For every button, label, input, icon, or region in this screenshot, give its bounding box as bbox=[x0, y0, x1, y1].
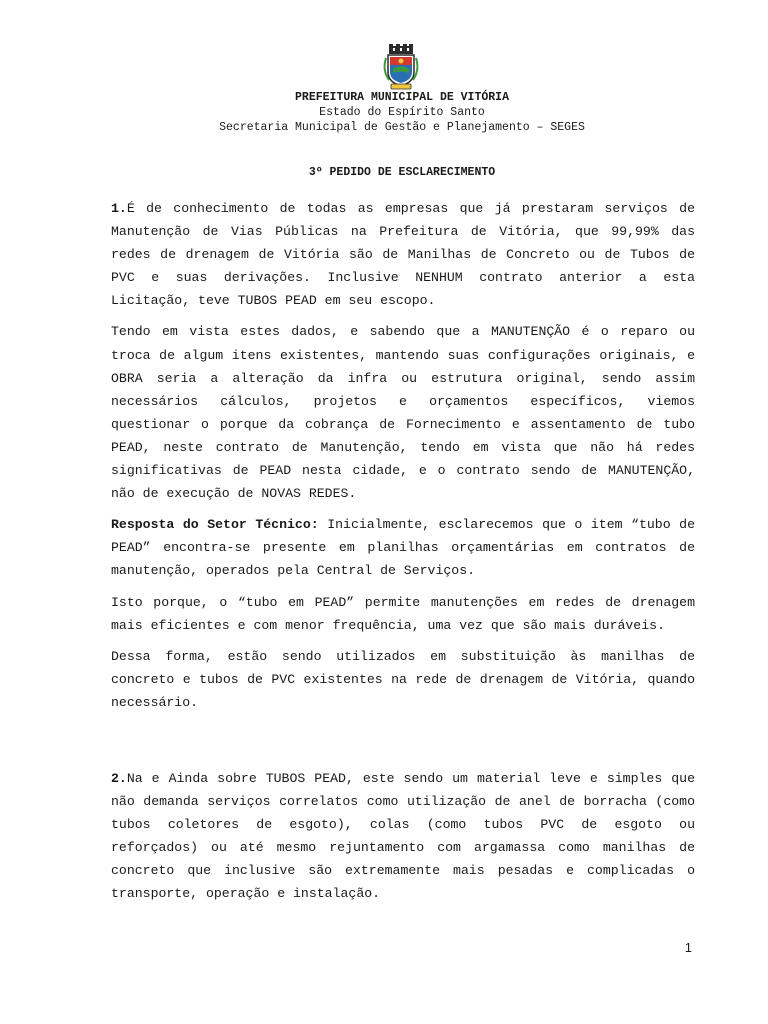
answer-1-paragraph-2: Isto porque, o “tubo em PEAD” permite manutenções em redes de drenagem mais eficientes e com menor frequência, uma vez que são mais duráveis. bbox=[111, 594, 695, 633]
document-body bbox=[111, 197, 695, 914]
question-1-number: 1. bbox=[111, 201, 127, 216]
answer-1-text: Inicialmente, esclarecemos que o item “tubo de PEAD” encontra-se presente em planilhas orçamentárias em contratos de manutenção, operados pela Central de Serviços. bbox=[111, 517, 696, 579]
question-2-text: Na e Ainda sobre TUBOS PEAD, este sendo um material leve e simples que não demanda serviços correlatos como utilização de anel de borracha (como tubos coletores de esgoto), colas (como tubos PVC de esgoto ou reforçados) ou até mesmo rejuntamento com argamassa como manilhas de concreto que inclusive são extremamente mais pesadas e complicadas o transporte, operação e instalação. bbox=[111, 770, 695, 902]
answer-1-paragraph-3: Dessa forma, estão sendo utilizados em substituição às manilhas de concreto e tubos de PVC existentes na rede de drenagem de Vitória, quando necessário. bbox=[111, 648, 695, 710]
question-1-paragraph-1 bbox=[111, 197, 695, 312]
question-1-text: É de conhecimento de todas as empresas que já prestaram serviços de Manutenção de Vias Públicas na Prefeitura de Vitória, que 99,99% das redes de drenagem de Vitória são de Manilhas de Concreto ou de Tubos de PVC e suas derivações. Inclusive NENHUM contrato anterior a esta Licitação, teve TUBOS PEAD em seu escopo. bbox=[111, 201, 695, 309]
document-title: 3º PEDIDO DE ESCLARECIMENTO bbox=[308, 166, 496, 179]
organization-name: PREFEITURA MUNICIPAL DE VITÓRIA bbox=[295, 91, 509, 104]
state-name: Estado do Espírito Santo bbox=[319, 106, 485, 119]
coat-of-arms-icon bbox=[381, 44, 421, 90]
section-spacer bbox=[111, 722, 695, 767]
answer-1-paragraph-1 bbox=[111, 513, 695, 582]
question-1-paragraph-2: Tendo em vista estes dados, e sabendo que a MANUTENÇÃO é o reparo ou troca de algum itens existentes, mantendo suas configurações originais, e OBRA seria a alteração da infra ou estrutura original, sendo assim necessários cálculos, projetos e orçamentos específicos, viemos questionar o porque da cobrança de Fornecimento e assentamento de tubo PEAD, neste contrato de Manutenção, tendo em vista que não há redes significativas de PEAD nesta cidade, e o contrato sendo de MANUTENÇÃO, não de execução de NOVAS REDES. bbox=[111, 324, 695, 502]
page-number: 1 bbox=[684, 940, 692, 955]
department-name: Secretaria Municipal de Gestão e Planejamento – SEGES bbox=[219, 121, 585, 134]
question-2-paragraph-1 bbox=[111, 767, 695, 906]
letterhead bbox=[110, 90, 694, 135]
question-2-number: 2. bbox=[111, 770, 127, 786]
answer-label: Resposta do Setor Técnico: bbox=[111, 517, 319, 533]
